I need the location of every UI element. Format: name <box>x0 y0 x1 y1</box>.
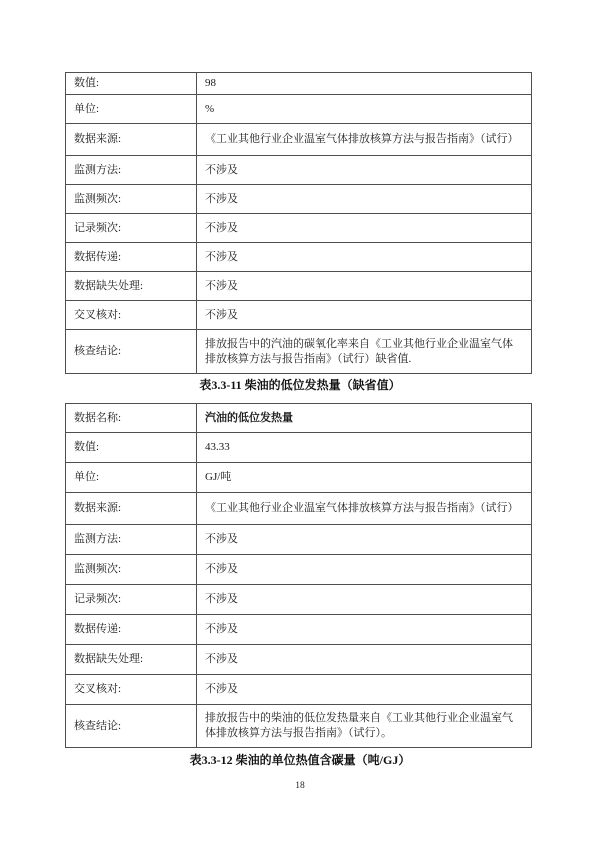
row-value: 不涉及 <box>197 675 532 705</box>
row-value: 不涉及 <box>197 243 532 272</box>
row-label: 数据缺失处理: <box>66 272 197 301</box>
row-value: 不涉及 <box>197 555 532 585</box>
table-row <box>66 330 532 374</box>
row-label: 数据来源: <box>66 493 197 525</box>
table-caption-3-3-12: 表3.3-12 柴油的单位热值含碳量（吨/GJ） <box>189 753 411 767</box>
table-row <box>66 493 532 525</box>
table-row <box>66 185 532 214</box>
row-value: 《工业其他行业企业温室气体排放核算方法与报告指南》（试行） <box>197 493 532 525</box>
page-number: 18 <box>295 781 305 791</box>
row-label: 记录频次: <box>66 214 197 243</box>
table-row <box>66 73 532 95</box>
row-label: 单位: <box>66 95 197 124</box>
table-row <box>66 675 532 705</box>
row-label: 监测方法: <box>66 156 197 185</box>
row-label: 数据传递: <box>66 615 197 645</box>
row-value: 排放报告中的汽油的碳氧化率来自《工业其他行业企业温室气体排放核算方法与报告指南》（试行）缺省值. <box>197 330 532 374</box>
row-value: 不涉及 <box>197 525 532 555</box>
row-value: 排放报告中的柴油的低位发热量来自《工业其他行业企业温室气体排放核算方法与报告指南》（试行）。 <box>197 705 532 748</box>
table-row <box>66 463 532 493</box>
row-value: 不涉及 <box>197 272 532 301</box>
row-label: 核查结论: <box>66 705 197 748</box>
row-value: 不涉及 <box>197 585 532 615</box>
row-value: 不涉及 <box>197 214 532 243</box>
table-row <box>66 404 532 433</box>
row-value: GJ/吨 <box>197 463 532 493</box>
table-row <box>66 705 532 748</box>
table-row <box>66 585 532 615</box>
parameter-table-carbon-oxidation-rate <box>65 72 532 374</box>
table-caption-3-3-11: 表3.3-11 柴油的低位发热量（缺省值） <box>199 378 401 392</box>
table-row <box>66 124 532 156</box>
row-label: 交叉核对: <box>66 675 197 705</box>
row-value: 不涉及 <box>197 156 532 185</box>
row-label: 数据缺失处理: <box>66 645 197 675</box>
row-value: 不涉及 <box>197 645 532 675</box>
table-row <box>66 301 532 330</box>
row-label: 监测方法: <box>66 525 197 555</box>
row-label: 监测频次: <box>66 185 197 214</box>
table-row <box>66 555 532 585</box>
table-row <box>66 433 532 463</box>
row-value: 不涉及 <box>197 301 532 330</box>
table-row <box>66 243 532 272</box>
row-label: 数据传递: <box>66 243 197 272</box>
table-row <box>66 615 532 645</box>
row-value: 43.33 <box>197 433 532 463</box>
row-value: 《工业其他行业企业温室气体排放核算方法与报告指南》（试行） <box>197 124 532 156</box>
table-row <box>66 214 532 243</box>
row-value: 汽油的低位发热量 <box>197 404 532 433</box>
row-value: 不涉及 <box>197 185 532 214</box>
row-label: 数据名称: <box>66 404 197 433</box>
table-row <box>66 525 532 555</box>
row-label: 单位: <box>66 463 197 493</box>
row-label: 数据来源: <box>66 124 197 156</box>
row-label: 交叉核对: <box>66 301 197 330</box>
table-row <box>66 272 532 301</box>
table-row <box>66 645 532 675</box>
row-label: 核查结论: <box>66 330 197 374</box>
row-value: 不涉及 <box>197 615 532 645</box>
row-label: 数值: <box>66 433 197 463</box>
row-label: 监测频次: <box>66 555 197 585</box>
row-label: 记录频次: <box>66 585 197 615</box>
table-row <box>66 95 532 124</box>
row-label: 数值: <box>66 73 197 95</box>
parameter-table-low-calorific-value <box>65 403 532 748</box>
table-row <box>66 156 532 185</box>
row-value: % <box>197 95 532 124</box>
row-value: 98 <box>197 73 532 95</box>
